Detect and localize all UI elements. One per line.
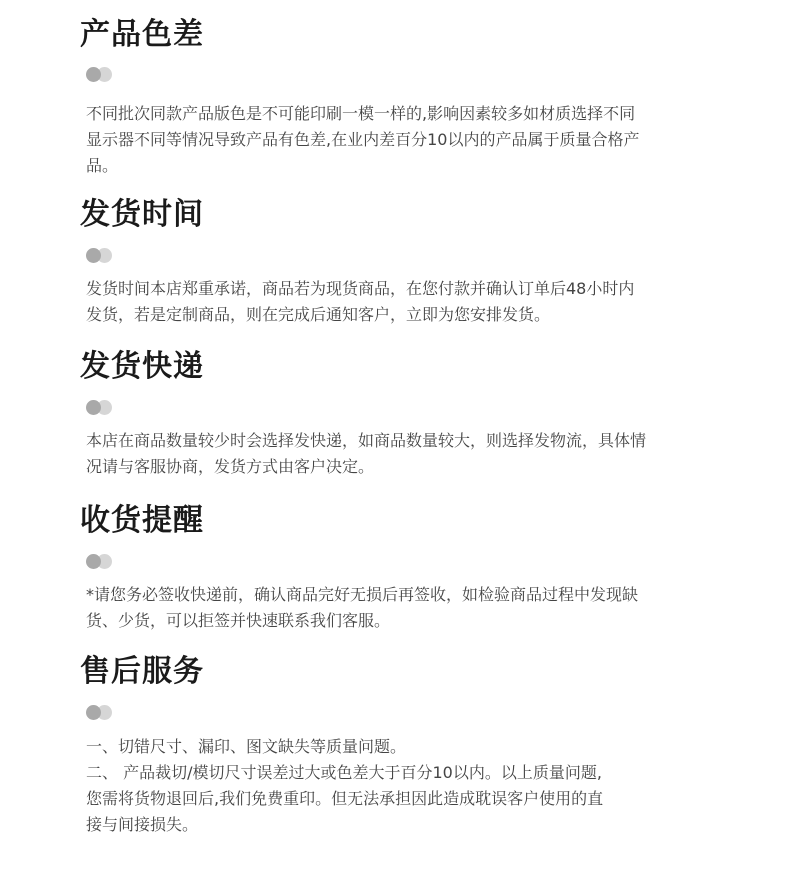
body-line: 接与间接损失。	[86, 815, 199, 834]
section-title: 收货提醒	[80, 503, 204, 538]
section-title: 发货快递	[80, 349, 204, 384]
section-body	[86, 276, 716, 328]
section-title: 售后服务	[80, 654, 204, 689]
body-line: 一、切错尺寸、漏印、图文缺失等质量问题。	[86, 737, 407, 756]
body-line: 品。	[86, 156, 119, 175]
body-line: *请您务必签收快递前，确认商品完好无损后再签收，如检验商品过程中发现缺	[86, 585, 639, 604]
decorative-dots-icon	[86, 705, 114, 721]
decorative-dots-icon	[86, 554, 114, 570]
section-body	[86, 734, 716, 838]
section-body	[86, 428, 716, 480]
body-line: 显示器不同等情况导致产品有色差,在业内差百分10以内的产品属于质量合格产	[86, 130, 640, 149]
section-body	[86, 582, 716, 634]
decorative-dots-icon	[86, 67, 114, 83]
section-title: 产品色差	[80, 17, 204, 52]
decorative-dots-icon	[86, 248, 114, 264]
body-line: 货、少货，可以拒签并快速联系我们客服。	[86, 611, 391, 630]
body-line: 发货时间本店郑重承诺，商品若为现货商品，在您付款并确认订单后48小时内	[86, 279, 635, 298]
section-title: 发货时间	[80, 197, 204, 232]
body-line: 您需将货物退回后,我们免费重印。但无法承担因此造成耽误客户使用的直	[86, 789, 604, 808]
section-body	[86, 101, 716, 179]
decorative-dots-icon	[86, 400, 114, 416]
body-line: 发货，若是定制商品，则在完成后通知客户，立即为您安排发货。	[86, 305, 551, 324]
body-line: 本店在商品数量较少时会选择发快递，如商品数量较大，则选择发物流，具体情	[86, 431, 647, 450]
body-line: 不同批次同款产品版色是不可能印刷一模一样的,影响因素较多如材质选择不同	[86, 104, 636, 123]
body-line: 二、 产品裁切/模切尺寸误差过大或色差大于百分10以内。以上质量问题,	[86, 763, 602, 782]
body-line: 况请与客服协商，发货方式由客户决定。	[86, 457, 375, 476]
